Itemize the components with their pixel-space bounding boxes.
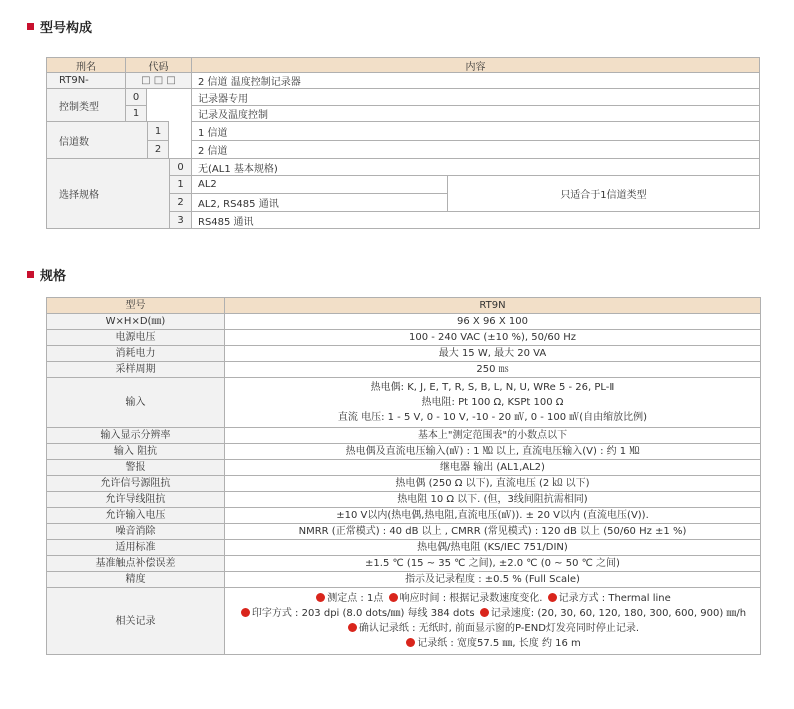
table-row [47, 378, 761, 428]
spec-value: 指示及记录程度 : ±0.5 % (Full Scale) [225, 572, 761, 588]
spec-key: 适用标准 [47, 540, 225, 556]
option-text-1: AL2 [191, 175, 448, 194]
spec-value: 继电器 输出 (AL1,AL2) [225, 460, 761, 476]
option-text-0: 无(AL1 基本规格) [191, 158, 760, 176]
spec-value: 基本上"测定范围表"的小数点以下 [225, 428, 761, 444]
option-code-2: 2 [169, 193, 192, 212]
spec-value: 热电阻 10 Ω 以下. (但，3线间阻抗需相同) [225, 492, 761, 508]
control-code-0: 0 [125, 88, 147, 106]
control-text-0: 记录器专用 [191, 88, 760, 106]
bullet-dot-icon [406, 638, 415, 647]
related-line-3: 确认记录纸 : 无纸时, 前面显示窗的P-END灯发亮同时停止记录. [225, 621, 760, 636]
spec-key: 输入 [47, 378, 225, 428]
input-line-dc: 直流 电压: 1 - 5 V, 0 - 10 V, -10 - 20 ㎷, 0 - 100 ㎷(自由缩放比例) [337, 412, 648, 423]
spec-key: 精度 [47, 572, 225, 588]
bullet-dot-icon [480, 608, 489, 617]
table-row [47, 444, 761, 460]
channel-code-2: 2 [147, 140, 169, 159]
spec-value: 96 X 96 X 100 [225, 314, 761, 330]
table-row [47, 460, 761, 476]
channel-code-1: 1 [147, 121, 169, 141]
option-text-3: RS485 通讯 [191, 211, 760, 229]
control-code-1: 1 [125, 105, 147, 122]
table-row [47, 572, 761, 588]
spec-key: 电源电压 [47, 330, 225, 346]
spec-value: 最大 15 W, 最大 20 VA [225, 346, 761, 362]
table-row [47, 508, 761, 524]
options-label: 选择规格 [46, 158, 170, 229]
spec-key: 噪音消除 [47, 524, 225, 540]
spec-key: 消耗电力 [47, 346, 225, 362]
related-line-1: 测定点 : 1点 响应时间 : 根据记录数速度变化. 记录方式 : Thermal line [225, 591, 760, 606]
spec-key: 允许输入电压 [47, 508, 225, 524]
section-marker-icon [27, 271, 34, 278]
spec-value: ±10 V以内(热电偶,热电阻,直流电压(㎷)). ± 20 V以内 (直流电压(V)). [225, 508, 761, 524]
spec-value: ±1.5 ℃ (15 ~ 35 ℃ 之间), ±2.0 ℃ (0 ~ 50 ℃ 之间) [225, 556, 761, 572]
model-code-table [46, 57, 760, 229]
related-line-4: 记录纸 : 宽度57.5 ㎜, 长度 约 16 m [225, 636, 760, 651]
spec-key: 输入显示分辨率 [47, 428, 225, 444]
option-code-3: 3 [169, 211, 192, 229]
spec-value: NMRR (正常模式) : 40 dB 以上 , CMRR (常见模式) : 120 dB 以上 (50/60 Hz ±1 %) [225, 524, 761, 540]
related-line-2: 印字方式 : 203 dpi (8.0 dots/㎜) 每线 384 dots 记录速度: (20, 30, 60, 120, 180, 300, 600, 900) ㎜/h [225, 606, 760, 621]
section-marker-icon [27, 23, 34, 30]
spec-key: 允许信号源阻抗 [47, 476, 225, 492]
spec-key: 允许导线阻抗 [47, 492, 225, 508]
bullet-dot-icon [241, 608, 250, 617]
spec-key: 基准触点补偿误差 [47, 556, 225, 572]
table-row [47, 588, 761, 655]
spec-key: 输入 阻抗 [47, 444, 225, 460]
bullet-dot-icon [389, 593, 398, 602]
table-row [47, 556, 761, 572]
spec-value: 250 ㎳ [225, 362, 761, 378]
channels-label: 信道数 [46, 121, 148, 159]
input-line-rtd: 热电阻: Pt 100 Ω, KSPt 100 Ω [421, 397, 564, 408]
option-code-0: 0 [169, 158, 192, 176]
table-row [47, 492, 761, 508]
spec-header-key: 型号 [47, 298, 225, 314]
bullet-dot-icon [548, 593, 557, 602]
model-desc: 2 信道 温度控制记录器 [191, 72, 760, 89]
table-row [47, 330, 761, 346]
spec-value: 热电偶及直流电压输入(㎷) : 1 ㏁ 以上, 直流电压输入(V) : 约 1 ㏁ [225, 444, 761, 460]
table-row [47, 524, 761, 540]
spec-value: 100 - 240 VAC (±10 %), 50/60 Hz [225, 330, 761, 346]
table-row [47, 476, 761, 492]
option-text-2: AL2, RS485 通讯 [191, 193, 448, 212]
related-value [225, 588, 761, 655]
spec-value: 热电偶/热电阻 (KS/IEC 751/DIN) [225, 540, 761, 556]
control-text-1: 记录及温度控制 [191, 105, 760, 122]
table-header-row [47, 298, 761, 314]
table-row [47, 428, 761, 444]
section-title-model: 型号构成 [27, 17, 92, 36]
related-key: 相关记录 [47, 588, 225, 655]
option-code-1: 1 [169, 175, 192, 194]
spec-table [46, 297, 761, 655]
bullet-dot-icon [348, 623, 357, 632]
control-type-label: 控制类型 [46, 88, 126, 122]
code-boxes: □ □ □ [125, 72, 192, 89]
spec-value-input [225, 378, 761, 428]
table-row [47, 314, 761, 330]
spec-key: 采样周期 [47, 362, 225, 378]
input-line-thermocouple: 热电偶: K, J, E, T, R, S, B, L, N, U, WRe 5 - 26, PL-Ⅱ [370, 382, 615, 393]
spec-key: 警报 [47, 460, 225, 476]
table-row [47, 540, 761, 556]
table-row [47, 346, 761, 362]
section-title-spec: 规格 [27, 265, 66, 284]
bullet-dot-icon [316, 593, 325, 602]
table-row [47, 362, 761, 378]
header-code: 代码 [125, 57, 192, 73]
model-name: RT9N- [46, 72, 126, 89]
channel-text-1: 1 信道 [191, 121, 760, 141]
option-note: 只适合于1信道类型 [447, 175, 760, 212]
spec-header-value: RT9N [225, 298, 761, 314]
channel-text-2: 2 信道 [191, 140, 760, 159]
spec-key: W×H×D(㎜) [47, 314, 225, 330]
spec-value: 热电偶 (250 Ω 以下), 直流电压 (2 ㏀ 以下) [225, 476, 761, 492]
header-model: 刑名 [46, 57, 126, 73]
header-content: 内容 [191, 57, 760, 73]
